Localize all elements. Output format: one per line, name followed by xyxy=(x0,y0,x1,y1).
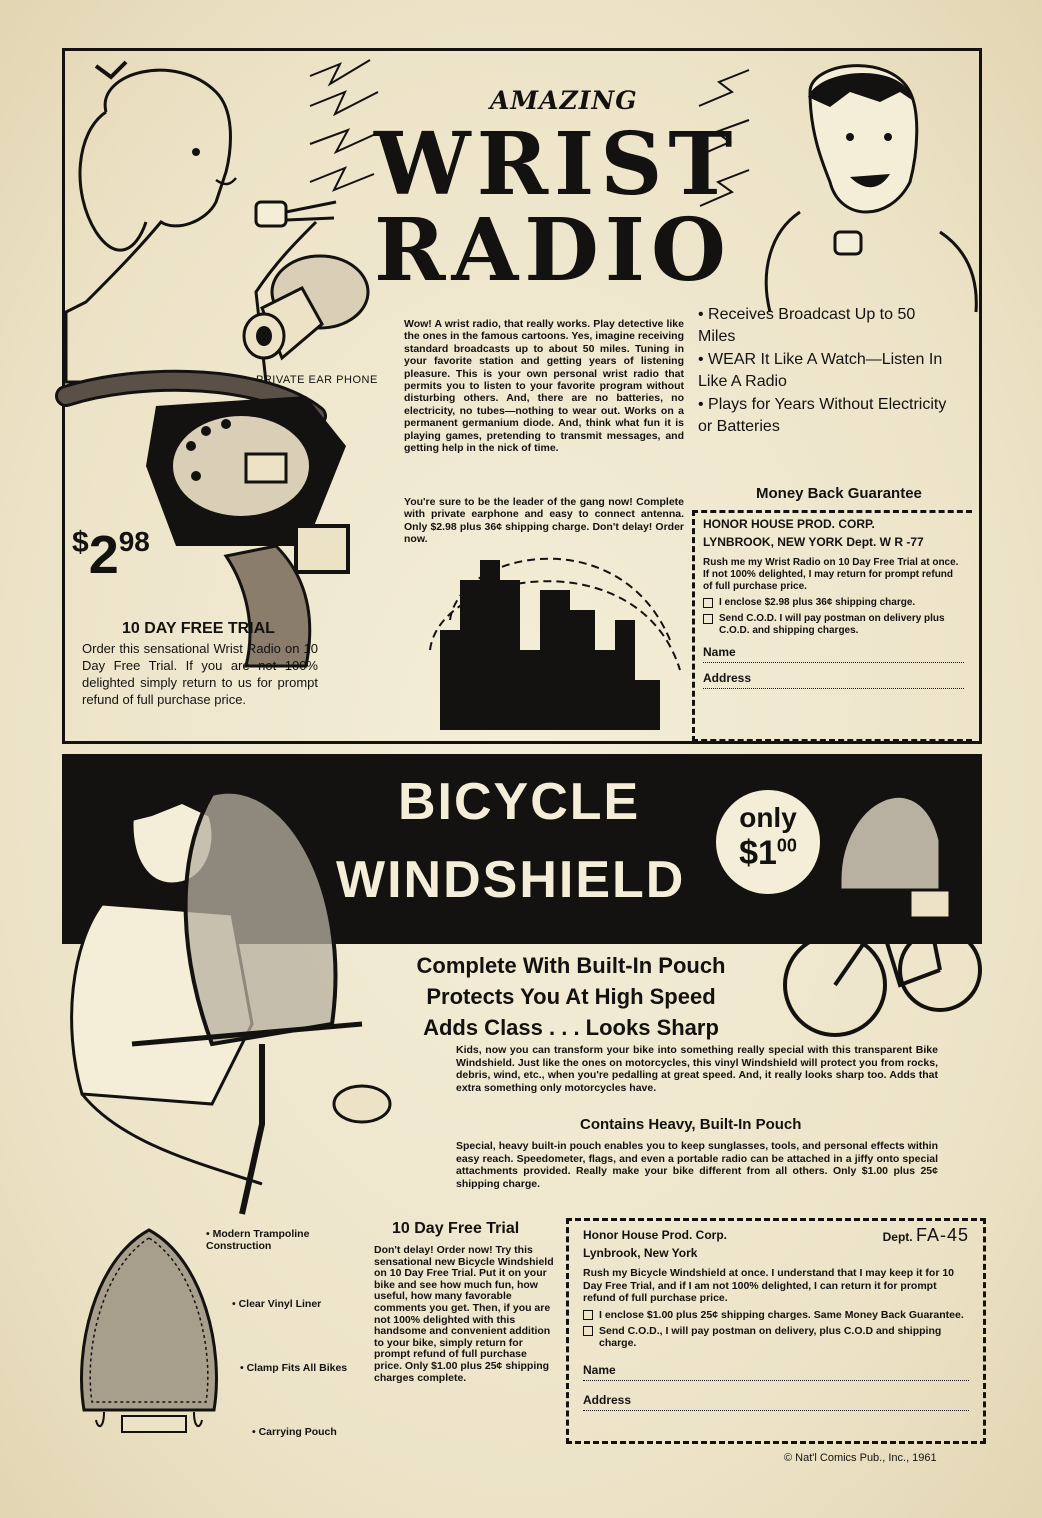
city-skyline-illustration xyxy=(420,540,690,740)
coupon-option-cod[interactable] xyxy=(583,1325,969,1349)
windshield-description: Kids, now you can transform your bike into something really special with this transparent Bike Windshield. Just like the ones on motorcycles, this vinyl Windshield will protect you from rocks, debris, wind, etc., when you're pedalling at great speed. And, it really looks sharp too. Adds that extra something only motorcycles have. xyxy=(456,1044,938,1094)
pouch-description: Special, heavy built-in pouch enables you to keep sunglasses, tools, and personal effects within easy reach. Speedometer, flags, and even a portable radio can be attached in a jiffy onto special attachments provided. Really make your bike different from all others. Only $1.00 plus 25¢ shipping charge. xyxy=(456,1140,938,1190)
wrist-title: WRIST xyxy=(374,114,739,215)
coupon-option-enclose[interactable] xyxy=(703,597,964,609)
windshield-trial-title: 10 Day Free Trial xyxy=(392,1220,520,1237)
price-dollar: $ xyxy=(72,526,89,559)
wrist-radio-price xyxy=(72,525,150,585)
dept-code: FA-45 xyxy=(915,1225,969,1245)
coupon-city: Lynbrook, New York xyxy=(583,1246,698,1260)
trial-title: 10 DAY FREE TRIAL xyxy=(122,620,275,637)
option-label: Send C.O.D. I will pay postman on delivery plus C.O.D. and shipping charges. xyxy=(719,613,945,636)
address-label: Address xyxy=(583,1392,632,1407)
address-field[interactable] xyxy=(703,671,964,689)
amazing-heading: AMAZING xyxy=(490,86,638,115)
checkbox[interactable] xyxy=(703,598,713,608)
windshield-trial-text: Don't delay! Order now! Try this sensational new Bicycle Windshield on 10 Day Free Trial. Put it on your bike and see how much fun, how useful, how many favorable comments you get. Then, if you are not 100% delighted with this handsome and convenient addition to your bike, simply return for prompt refund of full purchase price. Only $1.00 plus 25¢ shipping charges complete. xyxy=(374,1244,554,1384)
diagram-label-pouch: • Carrying Pouch xyxy=(252,1426,337,1438)
name-label: Name xyxy=(703,645,736,659)
money-back-guarantee: Money Back Guarantee xyxy=(756,485,922,502)
option-label: Send C.O.D., I will pay postman on delivery, plus C.O.D and shipping charge. xyxy=(599,1324,942,1349)
checkbox[interactable] xyxy=(703,614,713,624)
boy-illustration xyxy=(740,52,980,312)
option-label: I enclose $1.00 plus 25¢ shipping charges. Same Money Back Guarantee. xyxy=(599,1308,964,1321)
diagram-label-vinyl: • Clear Vinyl Liner xyxy=(232,1298,322,1310)
coupon-city-dept: LYNBROOK, NEW YORK Dept. W R -77 xyxy=(703,535,924,549)
coupon-company: HONOR HOUSE PROD. CORP. xyxy=(703,517,875,531)
address-label: Address xyxy=(703,671,752,685)
badge-price-dollar: $1 xyxy=(739,834,777,872)
ear-phone-illustration xyxy=(232,248,372,372)
price-cents: 98 xyxy=(118,526,150,557)
price-whole: 2 xyxy=(88,525,119,585)
checkbox[interactable] xyxy=(583,1326,593,1336)
windshield-title: WINDSHIELD xyxy=(336,851,686,909)
dept-label: Dept. xyxy=(882,1230,913,1244)
wrist-radio-description: Wow! A wrist radio, that really works. Play detective like the ones in the famous cartoons. Yes, imagine receiving standard broadcasts up to about 50 miles. Tuning in your favorite station and getting years of listening pleasure. This is your own personal wrist radio that permits you to listen to your favorite program without disturbing others. And, there are no batteries, no electricity, no tubes—nothing to wear out. Works on a permanent germanium diode. And, think what fun it is playing games, pretending to transmit messages, and getting help in the nick of time. xyxy=(404,318,684,455)
windshield-order-coupon xyxy=(566,1218,986,1444)
badge-price-cents: 00 xyxy=(776,835,797,856)
contains-pouch-heading: Contains Heavy, Built-In Pouch xyxy=(580,1116,802,1133)
bullet-item: • WEAR It Like A Watch—Listen In Like A Radio xyxy=(698,351,943,390)
coupon-text: Rush my Bicycle Windshield at once. I understand that I may keep it for 10 Day Free Trial, and if I am not 100% delighted, I can return it for prompt refund of full purchase price. xyxy=(583,1267,954,1304)
feature-item: Protects You At High Speed xyxy=(426,984,716,1009)
coupon-header xyxy=(583,1227,969,1245)
coupon-text: Rush me my Wrist Radio on 10 Day Free Trial at once. If not 100% delighted, I may return for prompt refund of full purchase price. xyxy=(703,557,959,592)
name-field[interactable] xyxy=(703,645,964,663)
coupon-option-enclose[interactable] xyxy=(583,1309,969,1321)
diagram-label-trampoline: • Modern Trampoline Construction xyxy=(206,1228,310,1252)
trial-text: Order this sensational Wrist Radio on 10 Day Free Trial. If you are not 100% delighted simply return to us for prompt refund of full purchase price. xyxy=(82,641,318,707)
wrist-radio-order-coupon xyxy=(692,510,972,742)
radio-title: RADIO xyxy=(374,200,732,301)
bullet-item: • Receives Broadcast Up to 50 Miles xyxy=(698,306,916,345)
coupon-dept xyxy=(883,1227,969,1245)
only-label: only xyxy=(739,802,797,833)
wrist-radio-description-2: You're sure to be the leader of the gang now! Complete with private earphone and easy to connect antenna. Only $2.98 plus 36¢ shipping charge. Don't delay! Order now. xyxy=(404,496,684,546)
feature-item: Complete With Built-In Pouch xyxy=(416,953,726,978)
option-label: I enclose $2.98 plus 36¢ shipping charge. xyxy=(719,597,916,608)
address-field[interactable] xyxy=(583,1393,969,1411)
diagram-label-clamp: • Clamp Fits All Bikes xyxy=(240,1362,348,1374)
windshield-features xyxy=(356,950,786,1043)
feature-item: Adds Class . . . Looks Sharp xyxy=(423,1015,719,1040)
bicycle-title: BICYCLE xyxy=(398,773,641,831)
wrist-radio-bullets xyxy=(698,304,948,439)
windshield-diagram xyxy=(74,1220,224,1445)
ear-phone-label: PRIVATE EAR PHONE xyxy=(256,374,378,386)
name-field[interactable] xyxy=(583,1363,969,1381)
coupon-company: Honor House Prod. Corp. xyxy=(583,1228,727,1242)
bullet-item: • Plays for Years Without Electricity or Batteries xyxy=(698,396,947,435)
name-label: Name xyxy=(583,1362,616,1377)
coupon-option-cod[interactable] xyxy=(703,613,964,637)
bicycle-illustration xyxy=(780,760,980,1040)
checkbox[interactable] xyxy=(583,1310,593,1320)
copyright-notice: © Nat'l Comics Pub., Inc., 1961 xyxy=(784,1452,937,1464)
